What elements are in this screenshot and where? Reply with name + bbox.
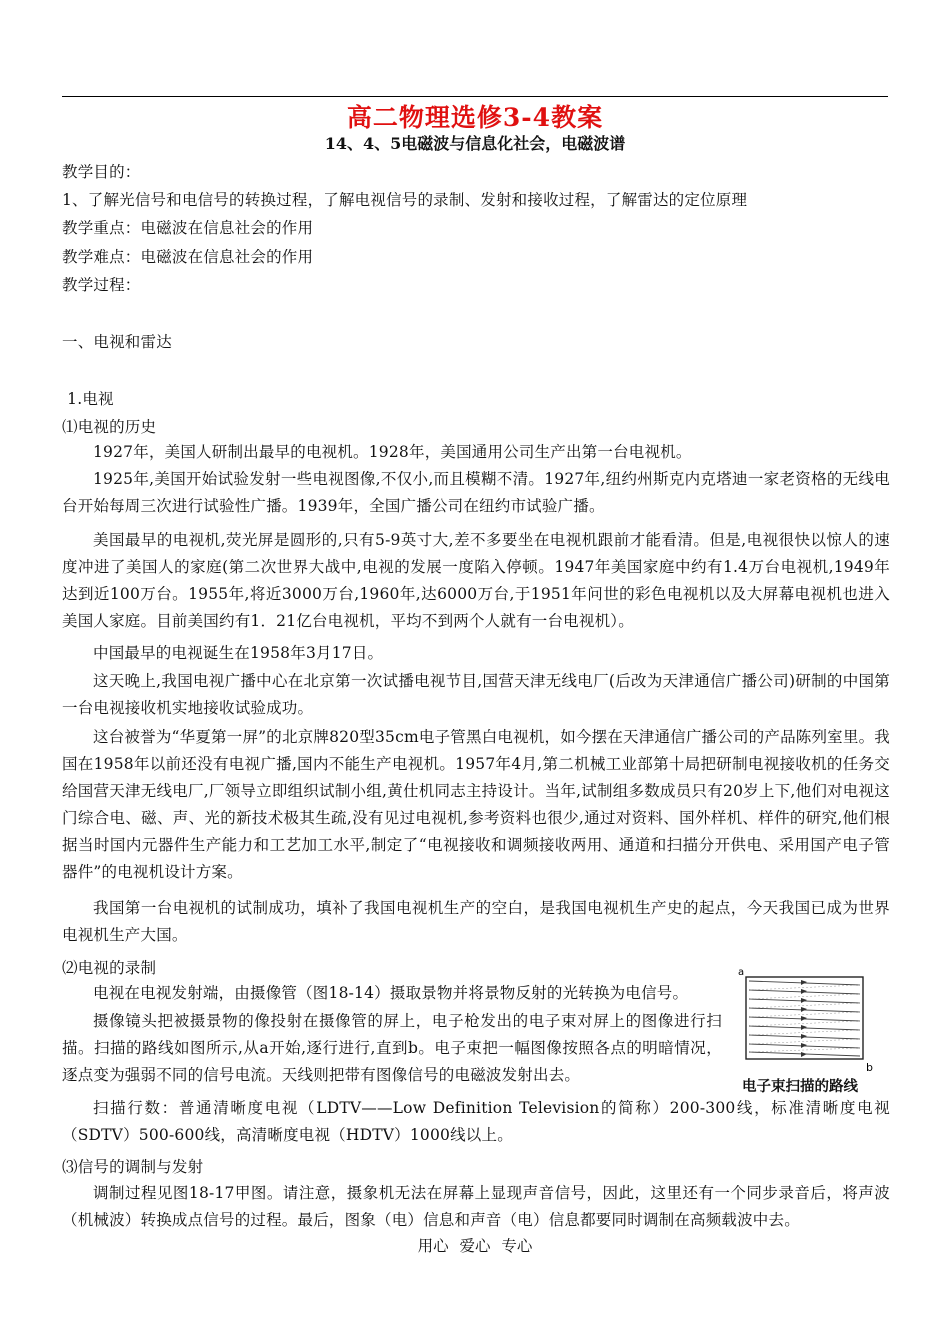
figure-caption: 电子束扫描的路线 (742, 1079, 858, 1095)
document-title: 高二物理选修3-4教案 (346, 103, 604, 132)
footer-motto: 用心 爱心 专心 (417, 1237, 533, 1255)
subsection-heading: 1.电视 (62, 390, 114, 408)
paragraph: 这台被誉为“华夏第一屏”的北京牌820型35cm电子管黑白电视机，如今摆在天津通信广播公司的产品陈列室里。我国在1958年以前还没有电视广播,国内不能生产电视机。1957年4月,第二机械工业部第十局把研制电视接收机的任务交给国营天津无线电厂,厂领导立即组织试制小组,黄仕机同志主持设计。当年,试制组多数成员只有20岁上下,他们对电视这门综合电、磁、声、光的新技术极其生疏,没有见过电视机,参考资料也很少,通过对资料、国外样机、样件的研究,他们根据当时国内元器件生产能力和工艺加工水平,制定了“电视接收和调频接收两用、通道和扫描分开供电、采用国产电子管器件”的电视机设计方案。 (62, 728, 890, 881)
paragraph: 扫描行数：普通清晰度电视（LDTV——Low Definition Television的简称）200-300线，标准清晰度电视（SDTV）500-600线，高清晰度电视（HDTV）1000线以上。 (62, 1099, 890, 1144)
paragraph: 1925年,美国开始试验发射一些电视图像,不仅小,而且模糊不清。1927年,纽约州斯克内克塔迪一家老资格的无线电台开始每周三次进行试验性广播。1939年，全国广播公司在纽约市试验广播。 (62, 470, 890, 515)
heading-signal-modulation: ⑶信号的调制与发射 (62, 1158, 204, 1176)
heading-tv-history: ⑴电视的历史 (62, 418, 157, 436)
header-rule (62, 96, 888, 97)
paragraph: 美国最早的电视机,荧光屏是圆形的,只有5-9英寸大,差不多要坐在电视机跟前才能看清。但是,电视很快以惊人的速度冲进了美国人的家庭(第二次世界大战中,电视的发展一度陷入停顿。1947年美国家庭中约有1.4万台电视机,1949年达到近100万台。1955年,将近3000万台,1960年,达6000万台,于1951年问世的彩色电视机以及大屏幕电视机也进入美国人家庭。目前美国约有1．21亿台电视机，平均不到两个人就有一台电视机）。 (62, 531, 890, 630)
heading-tv-recording: ⑵电视的录制 (62, 959, 157, 977)
paragraph: 1927年，美国人研制出最早的电视机。1928年，美国通用公司生产出第一台电视机。 (93, 443, 692, 461)
figure-label-a: a (738, 967, 745, 978)
teaching-difficulty: 教学难点：电磁波在信息社会的作用 (62, 248, 314, 266)
paragraph: 这天晚上,我国电视广播中心在北京第一次试播电视节目,国营天津无线电厂(后改为天津通信广播公司)研制的中国第一台电视接收机实地接收试验成功。 (62, 672, 890, 717)
paragraph: 调制过程见图18-17甲图。请注意，摄象机无法在屏幕上显现声音信号，因此，这里还有一个同步录音后，将声波（机械波）转换成点信号的过程。最后，图象（电）信息和声音（电）信息都要同时调制在高频载波中去。 (62, 1184, 890, 1229)
paragraph: 中国最早的电视诞生在1958年3月17日。 (93, 644, 384, 662)
teaching-process-label: 教学过程： (62, 276, 141, 294)
paragraph: 我国第一台电视机的试制成功，填补了我国电视机生产的空白，是我国电视机生产史的起点，今天我国已成为世界电视机生产大国。 (62, 899, 890, 944)
paragraph: 摄像镜头把被摄景物的像投射在摄像管的屏上，电子枪发出的电子束对屏上的图像进行扫描。扫描的路线如图所示,从a开始,逐行进行,直到b。电子束把一幅图像按照各点的明暗情况，逐点变为强弱不同的信号电流。天线则把带有图像信号的电磁波发射出去。 (62, 1012, 722, 1084)
teaching-goal-text: 1、了解光信号和电信号的转换过程，了解电视信号的录制、发射和接收过程，了解雷达的定位原理 (62, 191, 748, 209)
figure-label-b: b (866, 1061, 873, 1074)
document-subtitle: 14、4、5电磁波与信息化社会，电磁波谱 (324, 134, 626, 153)
teaching-goal-label: 教学目的： (62, 163, 141, 181)
teaching-focus: 教学重点：电磁波在信息社会的作用 (62, 219, 314, 237)
section-heading: 一、电视和雷达 (62, 333, 172, 351)
paragraph: 电视在电视发射端，由摄像管（图18-14）摄取景物并将景物反射的光转换为电信号。 (93, 984, 689, 1002)
